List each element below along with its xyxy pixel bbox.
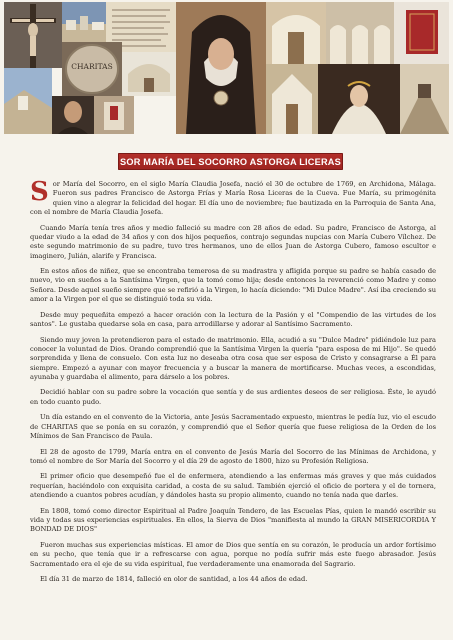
nun-portrait-image — [176, 2, 266, 134]
paragraph: Fueron muchas sus experiencias místicas. El amor de Dios que sentía en su corazón, le producía un ardor fortísimo en su pecho, que tenía que ir a refrescarse con agua, porque no podía sufrir más este fuego abrasador. Jesús Sacramentado era el eje de su vida espiritual, fue verdaderamente una enamorada del Sagrario. — [30, 540, 436, 568]
paragraph: El día 31 de marzo de 1814, falleció en olor de santidad, a los 44 años de edad. — [40, 575, 308, 584]
cloister-image — [326, 2, 394, 64]
paragraph: En estos años de niñez, que se encontraba temerosa de su madrastra y afligida porque su padre se había casado de nuevo, vio en sueños a la Santísima Virgen, que la tomó como hija; desde entonces la reverenció como Madre y como Señora. Desde aquel sueño siempre que se refirió a la Virgen, lo hacía diciendo: "Mi Dulce Madre". Así iba creciendo su amor a la Virgen por el que se distinguió toda su vida. — [30, 267, 436, 304]
charitas-seal-image — [62, 42, 122, 96]
drop-cap: S — [30, 177, 49, 207]
paragraph: El 28 de agosto de 1799, María entra en el convento de Jesús María del Socorro de las Mínimas de Archidona, y tomó el nombre de Sor María del Socorro y el día 29 de agosto de 1800, hizo su Profesión Religiosa. — [30, 447, 436, 465]
red-book-image — [394, 2, 449, 64]
header-collage — [4, 2, 449, 134]
intro-text: or María del Socorro, en el siglo María Claudia Josefa, nació el 30 de octubre de 1769, en Archidona, Málaga. Fueron sus padres Francisco de Astorga Frías y María Rosa Liceras de la Cueva. Fue María, su primogénita quien vino a alegrar la felicidad del hogar. El día uno de noviembre; fue bautizada en la Parroquia de Santa Ana, con el nombre de María Claudia Josefa. — [30, 180, 436, 217]
article-title: SOR MARÍA DEL SOCORRO ASTORGA LICERAS — [120, 156, 341, 167]
paragraph: Siendo muy joven la pretendieron para el estado de matrimonio. Ella, acudió a su "Dulce Madre" pidiéndole luz para conocer la voluntad de Dios. Orando comprendió que la Santísima Virgen la quería "para esposa de mi Hijo". Se quedó sorprendida y llena de consuelo. Con esta luz no deseaba otra cosa que ser esposa de Cristo y consagrarse a Él para siempre. Empezó a ayunar con mayor frecuencia y a buscar la manera de mortificarse. Muchas veces, a escondidas, ayunaba y guardaba el alimento, para dárselo a los pobres. — [30, 335, 436, 381]
monk-portrait-image — [52, 96, 94, 134]
paragraph-intro — [30, 177, 436, 217]
convent-interior-image — [266, 2, 326, 64]
paragraph: Cuando María tenía tres años y medio falleció su madre con 28 años de edad. Su padre, Francisco de Astorga, al quedar viudo a la edad de 34 años y con dos hijos pequeños, contrajo segundas nupcias con María Cubero Vílchez. De este segundo matrimonio de su padre, tuvo tres hermanos, uno de ellos Juan de Astorga Cubero, famoso escultor e imaginero, Julián, alarife y Francisca. — [30, 223, 436, 260]
paragraph: Un día estando en el convento de la Victoria, ante Jesús Sacramentado expuesto, mientras le pedía luz, vio el escudo de CHARITAS que se ponía en su corazón, y comprendió que el Señor quería que fuese religiosa de la Orden de los Mínimos de San Francisco de Paula. — [30, 413, 436, 441]
seal-text: CHARITAS — [71, 62, 113, 71]
paragraph: En 1808, tomó como director Espiritual al Padre Joaquín Tendero, de las Escuelas Pías, quien le mandó escribir su vida y todas sus experiencias espirituales. En ellos, la Sierva de Dios "manifiesta al mundo la GRAN MISERICORDIA Y BONDAD DE DIOS" — [30, 506, 436, 534]
chapel-image — [266, 64, 318, 134]
article-body — [30, 177, 436, 591]
virgin-statue-image — [318, 64, 400, 134]
corridor-image — [400, 64, 449, 134]
town-image — [62, 2, 106, 42]
hill-town-image — [4, 68, 52, 134]
paragraph: El primer oficio que desempeñó fue el de enfermera, atendiendo a las enfermas más graves y que más cuidados requerían, haciéndolo con exquisita caridad, a costa de su salud. También ejerció el oficio de portera y el de tornera, atendiendo a cuantos pobres acudían, y dándoles hasta su propio alimento, cuando no tenía nada que darles. — [30, 472, 436, 500]
church-dome-image — [122, 52, 176, 96]
paragraph: Desde muy pequeñita empezó a hacer oración con la lectura de la Pasión y el "Compendio de las virtudes de los santos". Le gustaba quedarse sola en casa, para arrodillarse y adorar al Santísimo Sacramento. — [30, 310, 436, 329]
crucifix-image — [4, 2, 62, 68]
article-title-band — [118, 153, 343, 170]
paragraph: Decidió hablar con su padre sobre la vocación que sentía y de sus ardientes deseos de ser religiosa. Éste, le ayudó en todo cuanto pudo. — [30, 388, 436, 406]
altar-image — [94, 96, 134, 134]
